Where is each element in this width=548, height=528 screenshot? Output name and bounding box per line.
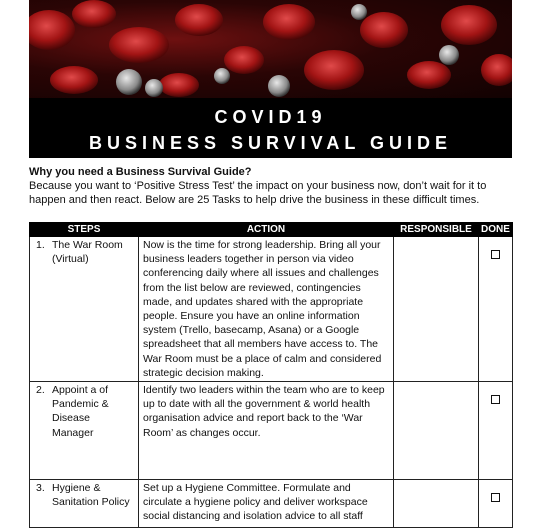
step-cell xyxy=(30,237,139,382)
action-cell: Set up a Hygiene Committee. Formulate and circulate a hygiene policy and deliver workspace social distancing and isolation advice to all staff xyxy=(139,480,394,528)
done-checkbox[interactable] xyxy=(491,395,500,404)
action-cell: Identify two leaders within the team who are to keep up to date with all the government & world health organisation advice and report back to the ‘War Room’ as changes occur. xyxy=(139,382,394,480)
intro-section xyxy=(29,165,509,207)
done-cell xyxy=(479,382,513,480)
virus-banner-image xyxy=(29,0,512,98)
table-row xyxy=(30,237,513,382)
tasks-table xyxy=(29,222,513,528)
step-label: The War Room (Virtual) xyxy=(52,239,123,266)
done-checkbox[interactable] xyxy=(491,493,500,502)
step-cell xyxy=(30,382,139,480)
step-number: 3. xyxy=(36,482,45,495)
guide-title-banner xyxy=(29,98,512,158)
action-cell: Now is the time for strong leadership. Bring all your business leaders together in person via video conferencing daily where all issues and challenges from the list below are reviewed, contingencies made, and updates shared with the appropriate people. Ensure you have an online information system (Trello, basecamp, Asana) or a Google spreadsheet that all members have access to. The War Room must be a place of calm and considered strategic decision making. xyxy=(139,237,394,382)
step-cell xyxy=(30,480,139,528)
step-number: 2. xyxy=(36,384,45,397)
step-number: 1. xyxy=(36,239,45,251)
header-action: ACTION xyxy=(139,223,394,237)
header-responsible: RESPONSIBLE xyxy=(394,223,479,237)
intro-text: Because you want to ‘Positive Stress Test’ the impact on your business now, don’t wait for it to happen and then react. Below are 25 Tasks to help drive the business in these difficult times. xyxy=(29,180,487,206)
table-row xyxy=(30,382,513,480)
table-header-row xyxy=(30,223,513,237)
done-checkbox[interactable] xyxy=(491,250,500,259)
responsible-cell[interactable] xyxy=(394,480,479,528)
header-done: DONE xyxy=(479,223,513,237)
step-label: Hygiene & Sanitation Policy xyxy=(52,482,130,509)
step-label: Appoint a of Pandemic & Disease Manager xyxy=(52,384,109,439)
title-line-covid19: COVID19 xyxy=(214,107,327,127)
done-cell xyxy=(479,480,513,528)
responsible-cell[interactable] xyxy=(394,382,479,480)
header-steps: STEPS xyxy=(30,223,139,237)
responsible-cell[interactable] xyxy=(394,237,479,382)
table-row xyxy=(30,480,513,528)
title-line-business-survival-guide: BUSINESS SURVIVAL GUIDE xyxy=(88,133,453,153)
done-cell xyxy=(479,237,513,382)
intro-question: Why you need a Business Survival Guide? xyxy=(29,166,252,178)
